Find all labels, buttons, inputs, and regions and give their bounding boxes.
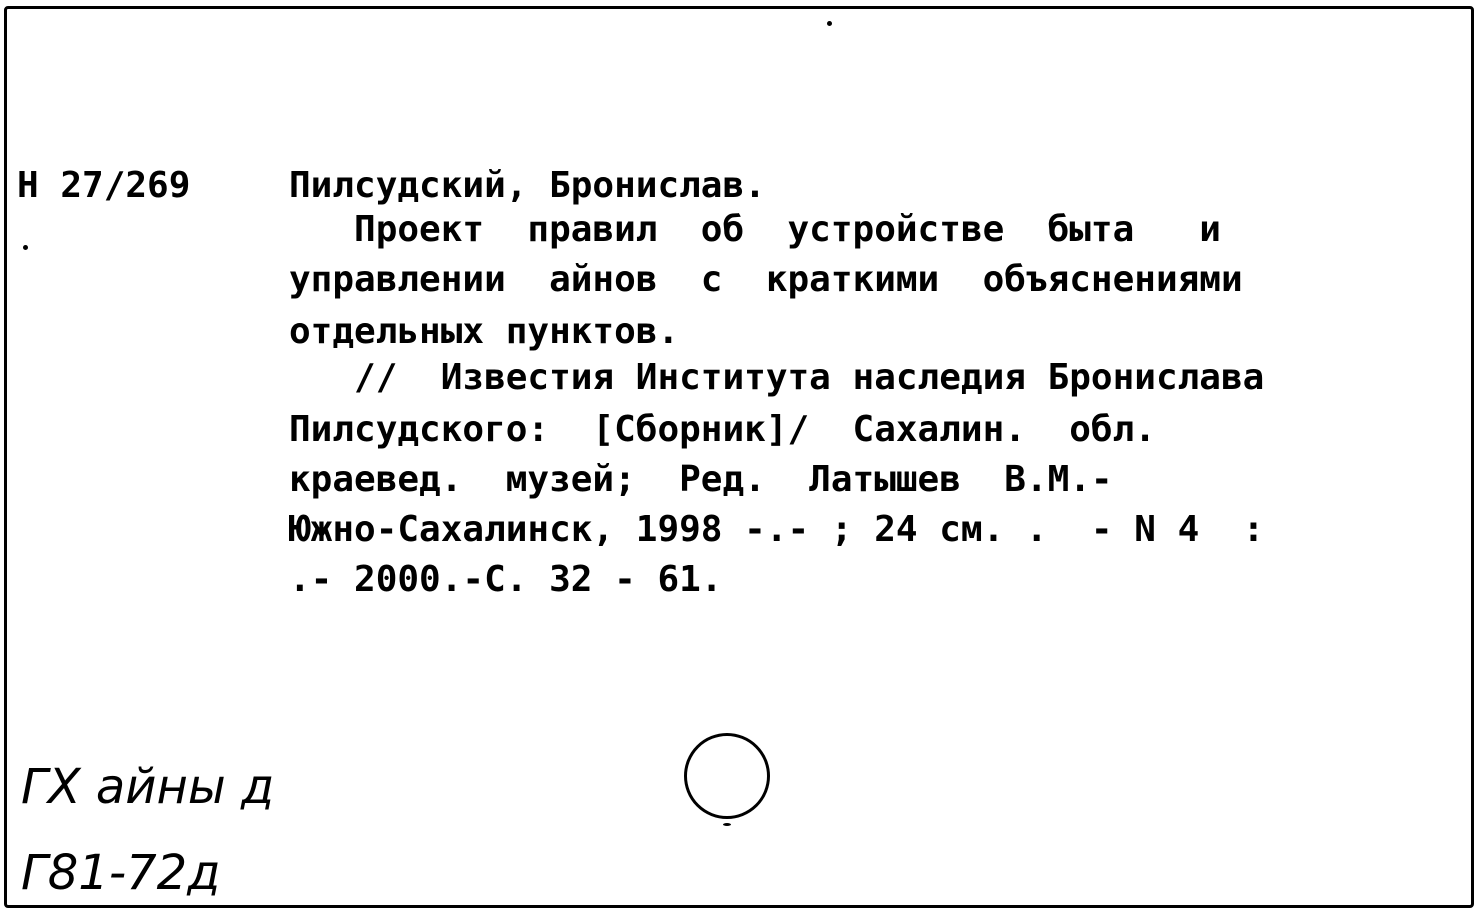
shelfmark: Н 27/269 bbox=[17, 165, 191, 206]
catalog-card bbox=[4, 6, 1474, 908]
source-line-3: краевед. музей; Ред. Латышев В.М.- bbox=[289, 459, 1113, 500]
speck-hole bbox=[723, 823, 731, 826]
speck-left bbox=[23, 245, 28, 250]
title-line-2: управлении айнов с краткими объяснениями bbox=[289, 259, 1243, 300]
handwritten-classmark: Г81-72д bbox=[21, 845, 221, 901]
source-line-5: .- 2000.-С. 32 - 61. bbox=[289, 559, 723, 600]
speck-top bbox=[827, 21, 832, 26]
source-line-2: Пилсудского: [Сборник]/ Сахалин. обл. bbox=[289, 409, 1156, 450]
source-line-1: // Известия Института наследия Бронислава bbox=[289, 357, 1265, 398]
handwritten-subject: ГХ айны д bbox=[21, 759, 275, 815]
title-line-3: отдельных пунктов. bbox=[289, 311, 680, 352]
card-punch-hole bbox=[684, 733, 770, 819]
author-line: Пилсудский, Бронислав. bbox=[289, 165, 766, 206]
source-line-4: Южно-Сахалинск, 1998 -.- ; 24 см. . - N 4 : bbox=[289, 509, 1265, 550]
title-line-1: Проект правил об устройстве быта и bbox=[289, 209, 1221, 250]
